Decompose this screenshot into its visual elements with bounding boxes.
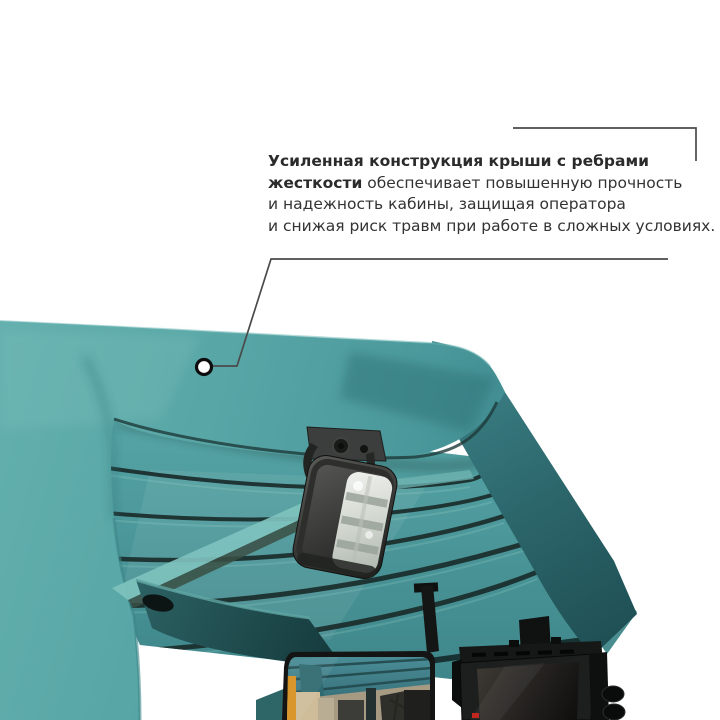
callout-text-block bbox=[268, 151, 716, 237]
callout-marker-dot bbox=[197, 360, 212, 375]
callout-line-4: и снижая риск травм при работе в сложных условиях. bbox=[268, 216, 716, 235]
mirror-reflection bbox=[282, 650, 442, 720]
callout-line-1: Усиленная конструкция крыши с ребрами bbox=[268, 152, 650, 170]
callout-line-3: и надежность кабины, защищая оператора bbox=[268, 195, 626, 214]
rear-view-mirror bbox=[282, 650, 442, 720]
monitor-logo bbox=[472, 713, 479, 718]
callout-line-2: жесткости обеспечивает повышенную прочность bbox=[268, 173, 683, 192]
display-monitor bbox=[452, 652, 625, 720]
